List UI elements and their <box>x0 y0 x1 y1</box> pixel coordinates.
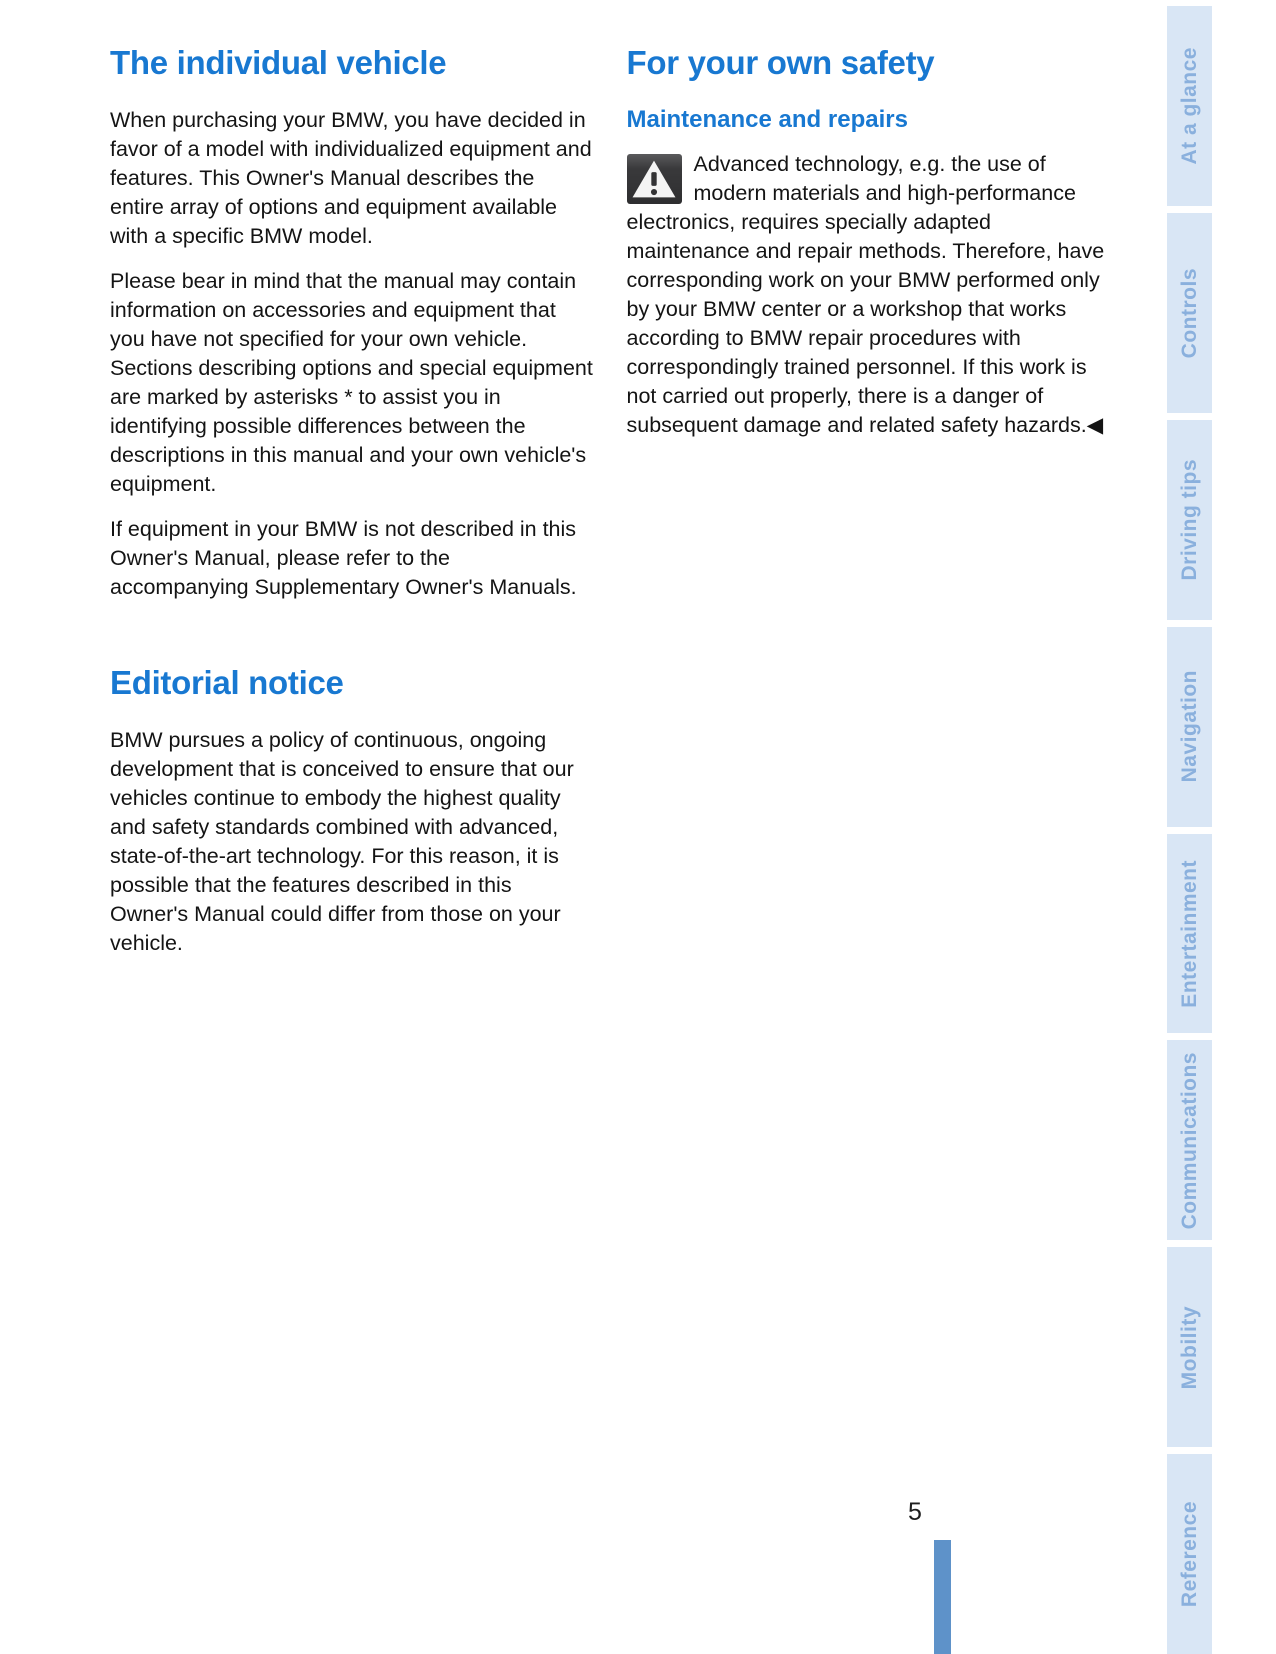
right-column <box>627 44 1111 974</box>
sidebar-tab-controls <box>1167 213 1212 413</box>
paragraph: When purchasing your BMW, you have decided in favor of a model with individualized equipment and features. This Owner's Manual describes the entire array of options and equipment available with a specific BMW model. <box>110 108 592 248</box>
thumb-index-sidebar <box>1167 6 1212 1654</box>
paragraph: BMW pursues a policy of continuous, ongoing development that is conceived to ensure that our vehicles continue to embody the highest quality and safety standards combined with advanced, state-of-the-art technology. For this reason, it is possible that the features described in this Owner's Manual could differ from those on your vehicle. <box>110 728 574 955</box>
sidebar-tab-label: Communications <box>1177 1051 1201 1229</box>
sidebar-tab-label: Navigation <box>1177 670 1201 783</box>
page-number: 5 <box>908 1498 922 1526</box>
left-column <box>110 44 594 974</box>
sidebar-tab-driving-tips <box>1167 420 1212 620</box>
sidebar-tab-reference <box>1167 1454 1212 1654</box>
warning-text: Advanced technology, e.g. the use of modern materials and high-performance electronics, requires specially adapted maintenance and repair methods. Therefore, have corresponding work on your BMW performed only by your BMW center or a workshop that works according to BMW repair procedures with correspondingly trained personnel. If this work is not carried out properly, there is a danger of subsequent damage and related safety hazards. <box>626 152 1105 437</box>
sidebar-tab-label: Controls <box>1177 267 1201 358</box>
sidebar-tab-label: At a glance <box>1177 47 1201 165</box>
sidebar-tab-mobility <box>1167 1247 1212 1447</box>
sidebar-tab-label: Reference <box>1177 1501 1201 1608</box>
paragraph: If equipment in your BMW is not described in this Owner's Manual, please refer to the accompanying Supplementary Owner's Manuals. <box>110 517 577 599</box>
sidebar-tab-communications <box>1167 1040 1212 1240</box>
sidebar-tab-label: Entertainment <box>1177 859 1201 1008</box>
section-title-individual-vehicle: The individual vehicle <box>110 44 447 81</box>
sidebar-tab-navigation <box>1167 627 1212 827</box>
sidebar-tab-label: Driving tips <box>1177 458 1201 581</box>
warning-triangle-icon <box>627 154 682 204</box>
section-title-editorial-notice: Editorial notice <box>110 664 344 701</box>
paragraph-end-marker: ◀ <box>1086 413 1104 437</box>
section-title-for-your-own-safety: For your own safety <box>626 44 935 81</box>
sidebar-tab-label: Mobility <box>1177 1305 1201 1389</box>
page-content <box>110 44 1110 974</box>
sidebar-tab-at-a-glance <box>1167 6 1212 206</box>
warning-paragraph <box>627 150 1111 440</box>
bottom-accent-bar <box>934 1540 951 1654</box>
sidebar-tab-entertainment <box>1167 834 1212 1034</box>
paragraph: Please bear in mind that the manual may contain information on accessories and equipment that you have not specified for your own vehicle. Sections describing options and special equipment are marked by asterisks * to assist you in identifying possible differences between the descriptions in this manual and your own vehicle's equipment. <box>110 269 593 496</box>
subsection-title-maintenance-and-repairs: Maintenance and repairs <box>626 106 908 133</box>
